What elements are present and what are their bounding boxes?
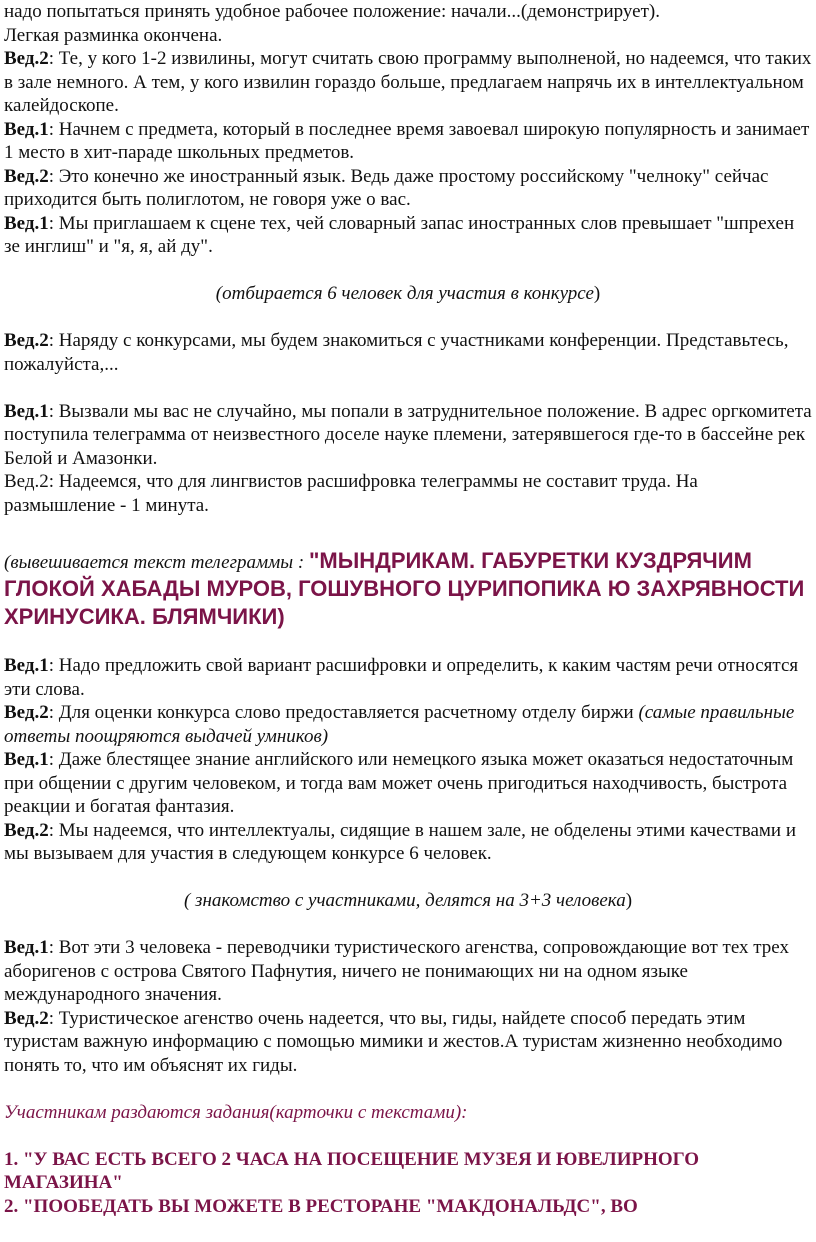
spacer: [4, 517, 812, 541]
speaker-label: Вед.1: [4, 937, 49, 958]
paragraph-ved2-c: [4, 329, 812, 376]
stage-note-close: ): [593, 283, 601, 304]
speaker-text: : Те, у кого 1-2 извилины, могут считать свою программу выполненой, но надеемся, что таких в зале немного. А тем, у кого извилин гораздо больше, предлагаем напрячь их в интеллектуальном калейдоскопе.: [4, 48, 812, 116]
paragraph-ved2-b: [4, 165, 812, 212]
speaker-label: Вед.1: [4, 400, 49, 422]
task-card-2: 2. "ПООБЕДАТЬ ВЫ МОЖЕТЕ В РЕСТОРАНЕ "МАКДОНАЛЬДС", ВО: [4, 1195, 638, 1217]
spacer: [4, 631, 812, 655]
paragraph-ved2-d: Вед.2: Надеемся, что для лингвистов расшифровка телеграммы не составит труда. На размышление - 1 минута.: [4, 471, 698, 516]
spacer: [4, 1077, 812, 1101]
telegram-paragraph: [4, 547, 812, 631]
speaker-text: : Вызвали мы вас не случайно, мы попали в затруднительное положение. В адрес оргкомитета поступила телеграмма от неизвестного доселе науке племени, затерявшегося где-то в бассейне рек Белой и Амазонки.: [4, 400, 812, 469]
speaker-label: Вед.2: [4, 48, 49, 69]
spacer: [4, 913, 812, 937]
speaker-label: Вед.1: [4, 212, 49, 234]
paragraph-ved1-e: [4, 748, 812, 819]
speaker-text: : Наряду с конкурсами, мы будем знакомиться с участниками конференции. Представьтесь, пожалуйста,...: [4, 330, 789, 375]
speaker-text: : Вот эти 3 человека - переводчики туристического агенства, сопровождающие вот тех трех аборигенов с острова Святого Пафнутия, ничего не понимающих ни на одном языке международного значения.: [4, 937, 789, 1005]
telegram-text: "МЫНДРИКАМ. ГАБУРЕТКИ КУЗДРЯЧИМ ГЛОКОЙ ХАБАДЫ МУРОВ, ГОШУВНОГО ЦУРИПОПИКА Ю ЗАХРЯВНОСТИ ХРИНУСИКА. БЛЯМЧИКИ): [4, 547, 805, 629]
speaker-label: Вед.2: [4, 819, 49, 841]
speaker-text: : Мы приглашаем к сцене тех, чей словарный запас иностранных слов превышает "шпрехен зе инглиш" и "я, я, ай ду".: [4, 212, 795, 257]
paragraph-ved1-c: [4, 400, 812, 471]
stage-note-2: [4, 889, 812, 913]
spacer: [4, 1124, 812, 1148]
paragraph-ved1-b: [4, 212, 812, 259]
speaker-label: Вед.1: [4, 749, 49, 770]
spacer: [4, 376, 812, 400]
speaker-label: Вед.2: [4, 702, 49, 723]
stage-note-text: (отбирается 6 человек для участия в конкурсе: [215, 283, 594, 304]
tasks-intro: Участникам раздаются задания(карточки с текстами):: [4, 1101, 468, 1123]
speaker-text: : Туристическое агенство очень надеется, что вы, гиды, найдете способ передать этим туристам важную информацию с помощью мимики и жестов.А туристам жизненно необходимо понять то, что им объяснят их гиды.: [4, 1007, 783, 1076]
stage-note-text: ( знакомство с участниками, делятся на 3+3 человека: [183, 890, 626, 911]
spacer: [4, 259, 812, 283]
paragraph-ved1-d: [4, 654, 812, 701]
speaker-label: Вед.1: [4, 655, 49, 676]
stage-note-1: [4, 282, 812, 306]
speaker-label: Вед.2: [4, 165, 49, 187]
speaker-text: : Мы надеемся, что интеллектуалы, сидящие в нашем зале, не обделены этими качествами и мы вызываем для участия в следующем конкурсе 6 человек.: [4, 819, 796, 864]
speaker-label: Вед.1: [4, 118, 49, 140]
paragraph-ved2-f: [4, 819, 812, 866]
paragraph-ved1-a: [4, 118, 812, 165]
spacer: [4, 866, 812, 890]
stage-note-close: ): [625, 890, 633, 911]
speaker-text: : Даже блестящее знание английского или немецкого языка может оказаться недостаточным при общении с другим человеком, и тогда вам может очень пригодиться находчивость, быстрота реакции и богатая фантазия.: [4, 749, 794, 817]
paragraph-ved2-g: [4, 1007, 812, 1078]
speaker-text: : Начнем с предмета, который в последнее время завоевал широкую популярность и занимает 1 место в хит-параде школьных предметов.: [4, 118, 810, 163]
speaker-label: Вед.2: [4, 330, 49, 351]
paragraph-ved2-a: [4, 47, 812, 118]
paragraph-ved1-f: [4, 936, 812, 1007]
speaker-text: : Это конечно же иностранный язык. Ведь даже простому российскому "челноку" сейчас приходится быть полиглотом, не говоря уже о вас.: [4, 165, 769, 210]
task-card-1: 1. "У ВАС ЕСТЬ ВСЕГО 2 ЧАСА НА ПОСЕЩЕНИЕ МУЗЕЯ И ЮВЕЛИРНОГО МАГАЗИНА": [4, 1148, 700, 1193]
spacer: [4, 306, 812, 330]
speaker-text: : Для оценки конкурса слово предоставляется расчетному отделу биржи: [48, 702, 639, 723]
paragraph-ved2-e: [4, 701, 812, 748]
speaker-label: Вед.2: [4, 1007, 49, 1029]
speaker-text-italic: (самые правильные ответы поощряются выдачей умников): [4, 702, 795, 747]
paragraph-intro-2: Легкая разминка окончена.: [4, 24, 223, 46]
speaker-text: : Надо предложить свой вариант расшифровки и определить, к каким частям речи относятся эти слова.: [4, 655, 799, 700]
telegram-intro: (вывешивается текст телеграммы :: [4, 551, 309, 573]
paragraph-intro-1: надо попытаться принять удобное рабочее положение: начали...(демонстрирует).: [4, 1, 660, 22]
